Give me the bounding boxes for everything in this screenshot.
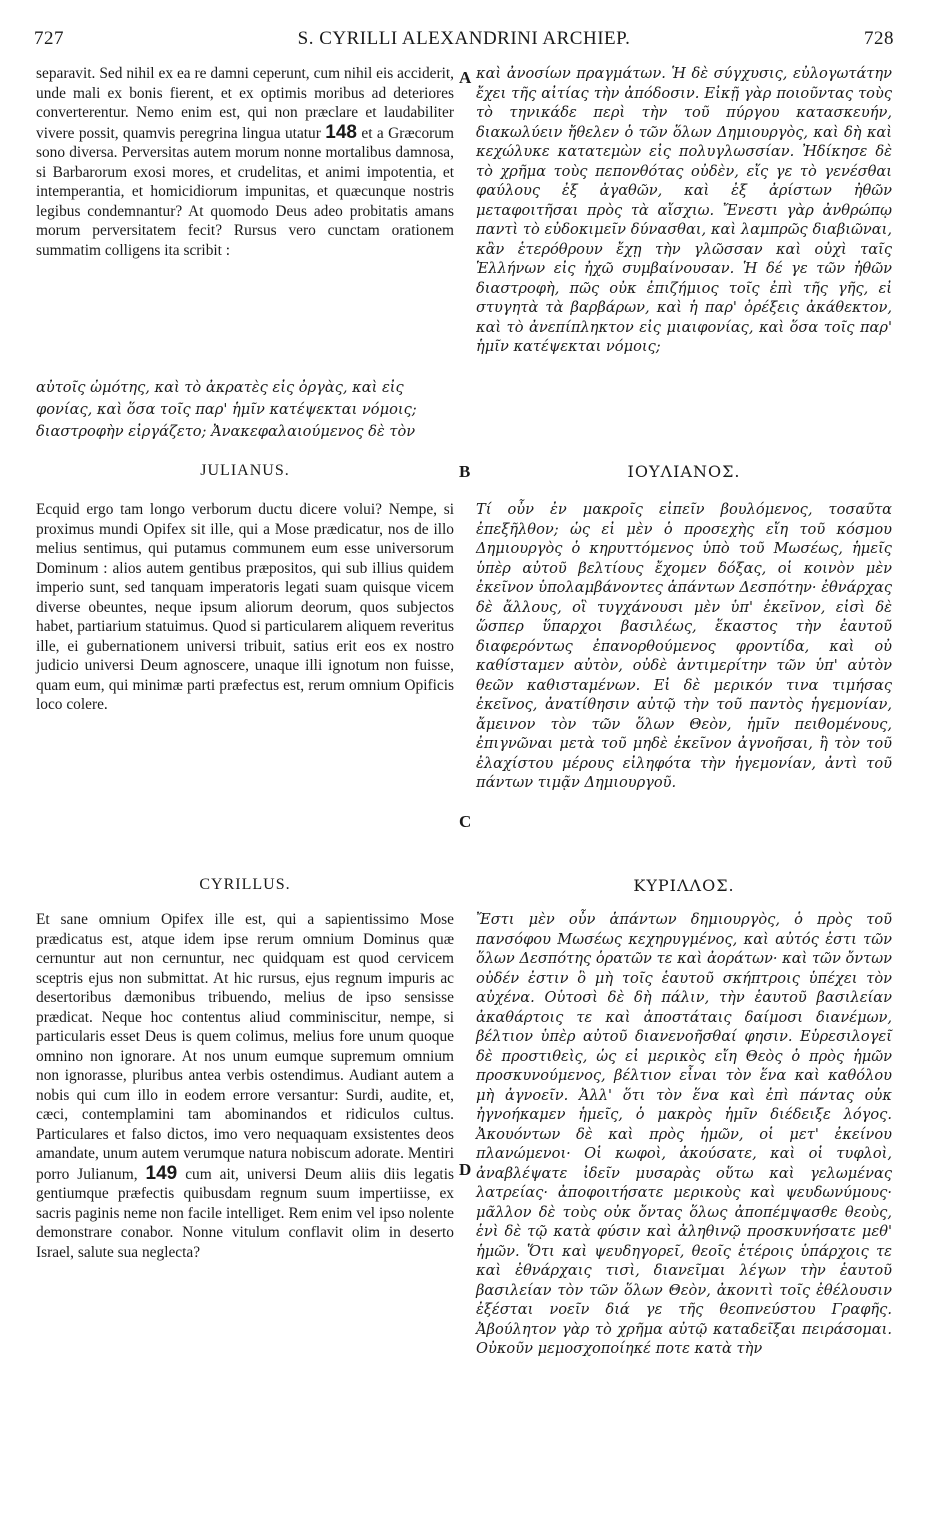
running-title: S. CYRILLI ALEXANDRINI ARCHIEP. xyxy=(297,28,631,49)
cyrillus-greek-text: Ἔστι μὲν οὖν ἁπάντων δημιουργὸς, ὁ πρὸς τοῦ πανσόφου Μωσέως κεχηρυγμένος, καὶ αὐτός ἐστι τῶν ὅλων Δεσπότης ὁρατῶν τε καὶ ἀοράτων· καὶ τῶν ὄντων οὐδέν ἐστιν ὃ μὴ τοῖς ἑαυτοῦ σκήπτροις ὑπέχει τὸν αὐχένα. Οὑτοσὶ δὲ δὴ πάλιν, τὴν ἑαυτοῦ βασιλείαν ἀκαθάρτοις τε καὶ ἀποστάταις δαίμοσι διανέμων, βέλτιον ὑπὲρ αὐτοῦ διανενοῆσθαί φησιν. Εὑρεσιλογεῖ δὲ προστιθεὶς, ὡς εἰ μερικὸς εἴη Θεὸς ὁ πρὸς ἡμῶν προσκυνούμενος, βέλτιον εἶναι τὸν ἕνα καὶ καθόλου μὴ ἀγνοεῖν. Ἀλλ' ὅτι τὸν ἕνα καὶ ἐπὶ πάντας οὐκ ἠγνοήκαμεν ἡμεῖς, ὁ μακρὸς ἡμῖν διέδειξε λόγος. Ἀκουόντων δὲ καὶ πρὸς ἡμῶν, οἱ μετ' ἐκείνου πλανώμενοι· Οἱ κωφοὶ, ἀκούσατε, καὶ οἱ τυφλοὶ, ἀναβλέψατε ἰδεῖν μυσαρὰς οὕτω καὶ γελωμένας λατρείας· ἀποφοιτήσατε μερικοὺς καὶ ψευδωνύμους· μᾶλλον δὲ τοὺς οὐκ ὄντας ὅλως ἀποπέμψασθε θεοὺς, ἑνὶ δὲ τῷ κατὰ φύσιν καὶ ἀληθινῷ προσκυνήσατε μεθ' ἡμῶν. Ὅτι καὶ ψευδηγορεῖ, θεοῖς ἑτέροις ὑπάρχοις τε καὶ ἐθνάρχαις τισὶ, διανεῖμαι λέγων τὴν ἑαυτοῦ βασιλείαν τὸν τῶν ὅλων Θεὸν, ἀκονιτὶ τοῖς ἐθέλουσιν ἐξέσται νοεῖν διά γε τῆς θεοπνεύστου Γραφῆς. Ἀβούλητον γὰρ τὸ χρῆμα αὐτῷ καταδεῖξαι πειράσομαι. Οὐκοῦν μεμοσχοποίηκέ ποτε κατὰ τὴν xyxy=(476,911,892,1357)
latin-intro-post: et a Græcorum sono diversa. Perversitas autem morum nonne mortalibus damnosa, si Barbarorum exosi mores, et crudelitas, et animi impotentia, et intemperantia, et homicidiorum impunitas, et quæcunque nostris legibus condemnantur? At quomodo Deus adeo probitatis amans morum perversitatem fecit? Rursus vero cunctam orationem summatim colligens ita scribit : xyxy=(36,124,454,259)
latin-intro-column xyxy=(36,64,454,260)
julianus-heading-latin: JULIANUS. xyxy=(200,462,290,479)
greek-span-line-3-left: διαστροφὴν εἰργάζετο; Ἀνακεφαλαιούμενος δὲ τὸν xyxy=(36,423,416,440)
julianus-greek-column xyxy=(476,500,892,793)
column-number-149: 149 xyxy=(145,1162,178,1184)
margin-marker-a: A xyxy=(459,68,472,87)
running-head xyxy=(34,28,894,58)
cyrillus-latin-pre: Et sane omnium Opifex ille est, qui a sapientissimo Mose prædicatus est, atque idem ipse rerum omnium Dominus quæ cernuntur aut non cernuntur, nec quidquam est quod cervicem sceptris ejus non submittat. At hic rursus, ejus regnum impuris ac desertoribus dæmonibus tribuendo, melius de ipso sensisse prædicat. Neque hoc contentus aliud comminiscitur, nempe, si particularis esset Deus is quem colimus, melius fore unum quoque omnino non ignorare. At nos unum eumque supremum omnium non ignorasse, pluribus antea verbis ostendimus. Audiant autem a nobis qui cum illo in eodem errore versantur: Surdi, audite, et, cæci, contemplamini tam abominandos et ridiculos cultus. Particulares et falso dictos, imo vero nequaquam exsistentes deos amandate, unum autem verumque natura nobiscum adorate. Mentiri porro Julianum, xyxy=(36,911,454,1183)
julianus-latin-column xyxy=(36,500,454,715)
cyrillus-heading-latin: CYRILLUS. xyxy=(199,876,291,893)
greek-intro-column xyxy=(476,64,892,357)
greek-intro-text: καὶ ἀνοσίων πραγμάτων. Ἡ δὲ σύγχυσις, εὐλογωτάτην ἔχει τῆς αἰτίας τὴν ἀπόδοσιν. Εἰκῇ γὰρ ποιοῦντας τοὺς τὸ τηνικάδε περὶ τὴν τοῦ πύργου κατασκευήν, διακωλύειν ἤθελεν ὁ τῶν ὅλων Δημιουργὸς, καὶ δὴ καὶ κεχώλυκε κατατεμὼν εἰς πολυγλωσσίαν. Ἠδίκησε δὲ τὸ χρῆμα τοὺς πεπονθότας οὐδὲν, εἴς γε τὸ γενέσθαι φαύλους ἐξ ἀγαθῶν, καὶ ἐξ ἀρίστων ἠθῶν μεταφοιτῆσαι πρὸς τὰ αἴσχιω. Ἔνεστι γὰρ ἀνθρώπῳ παντὶ τὸ εὐδοκιμεῖν δύνασθαι, καὶ λαμπρῶς διαβιῶναι, κἂν ἑτερόθρουν ἔχῃ τὴν γλῶσσαν καὶ οὐχὶ ταῖς Ἑλλήνων εἰς ἠχῶ συμβαίνουσαν. Ἡ δέ γε τῶν ἠθῶν διαστροφὴ, πῶς οὐκ ἐπιζήμιος τοῖς ἐπὶ τῆς γῆς, εἰ στυγητὰ τὰ βαρβάρων, καὶ ἡ παρ' ὀρέξεις ἀκάθεκτον, καὶ τὸ ἀνεπίπληκτον εἰς μιαιφονίας, καὶ ὅσα τοῖς παρ' ἡμῖν κατέψεκται νόμοις; xyxy=(476,65,892,355)
julianus-latin-text: Ecquid ergo tam longo verborum ductu dicere volui? Nempe, si proximus mundi Opifex sit ille, qui a Mose prædicatur, nos de illo melius sentimus, qui putamus communem eum esse universorum Dominum : alios autem gentibus præpositos, qui sub illius quidem imperio sunt, sed tanquam imperatoris legati suam quisque vicem diverse obeuntes, neque ipsum aliorum deorum, quos subjectos habet, partiarium statuimus. Quod si particularem aliquem reveritus ille, ei gubernationem universi tribuit, satius erit eos ex nostro judicio universi Deum agnoscere, unaque illi ignotum non fuisse, quam eum, qui minimæ parti præfectus est, rerum omnium Opificis loco colere. xyxy=(36,501,454,713)
julianus-greek-text: Τί οὖν ἐν μακροῖς εἰπεῖν βουλόμενος, τοσαῦτα ἐπεξῆλθον; ὡς εἰ μὲν ὁ προσεχὴς εἴη τοῦ κόσμου Δημιουργὸς ὁ κηρυττόμενος ὑπὸ τοῦ Μωσέως, ἡμεῖς ὑπὲρ αὐτοῦ βελτίους ἔχομεν δόξας, οἱ κοινὸν μὲν ἐκεῖνον ὑπολαμβάνοντες ἁπάντων Δεσπότην· ἐθνάρχας δὲ ἄλλους, οἳ τυγχάνουσι μὲν ὑπ' ἐκεῖνον, εἰσὶ δὲ ὥσπερ ὕπαρχοι βασιλέως, ἕκαστος τὴν ἑαυτοῦ διαφερόντως ἐπανορθούμενος φροντίδα, καὶ οὐ καθίσταμεν αὐτὸν, οὐδὲ ἀντιμερίτην τῶν ὑπ' αὐτὸν θεῶν καθισταμένων. Εἰ δὲ μερικόν τινα τιμήσας ἐκεῖνος, ἀνατίθησιν αὐτῷ τὴν τοῦ παντὸς ἡγεμονίαν, ἄμεινον τὸν τῶν ὅλων Θεὸν, ἡμῖν πειθομένους, ἐπιγνῶναι μετὰ τοῦ μηδὲ ἐκεῖνον ἀγνοῆσαι, ἢ τὸν τοῦ ἐλαχίστου μέρους εἰληφότα τὴν ἡγεμονίαν, ἀντὶ τοῦ πάντων τιμᾷν Δημιουργοῦ. xyxy=(476,501,892,791)
greek-span-line-1-left: αὐτοῖς ὠμότης, καὶ τὸ ἀκρατὲς εἰς ὀργὰς, καὶ εἰς xyxy=(36,379,404,396)
cyrillus-greek-column xyxy=(476,910,892,1359)
margin-marker-c: C xyxy=(459,812,472,831)
julianus-heading-greek: ΙΟΥΛΙΑΝΟΣ. xyxy=(627,462,741,481)
cyrillus-latin-column xyxy=(36,910,454,1262)
cyrillus-heading-greek: ΚΥΡΙΛΛΟΣ. xyxy=(633,876,735,895)
latin-intro-text xyxy=(36,64,454,260)
margin-marker-d: D xyxy=(459,1160,472,1179)
column-number-148: 148 xyxy=(325,121,357,143)
margin-marker-b: B xyxy=(459,462,471,481)
page-number-right: 728 xyxy=(864,28,894,49)
page-number-left: 727 xyxy=(34,28,64,49)
greek-span-line-2-left: φονίας, καὶ ὅσα τοῖς παρ' ἡμῖν κατέψεκται νόμοις; xyxy=(36,401,417,418)
latin-intro-pre: separavit. Sed nihil ex ea re damni ceperunt, cum nihil eis acciderit, unde mali ex bonis fierent, et ex optimis moribus ad deteriores converterentur. Nemo enim est, qui non præclare et laudabiliter vivere possit, quamvis peregrina lingua utatur xyxy=(36,65,454,142)
cyrillus-latin-post: cum ait, universi Deum aliis diis legatis gentiumque præfectis quibusdam regnum suum impertiisse, ex sacris paginis neme non facile intelliget. Rem enim vel ipso nolente demonstrare conabor. Nonne vitulum conflavit olim in deserto Israel, salute sua neglecta? xyxy=(36,1165,454,1261)
cyrillus-latin-text xyxy=(36,910,454,1262)
